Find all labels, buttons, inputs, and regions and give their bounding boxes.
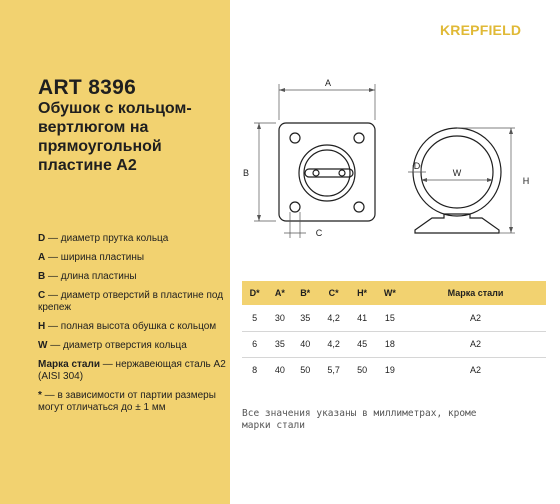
header-c: C* bbox=[318, 281, 350, 305]
cell-w: 15 bbox=[375, 305, 405, 331]
label-a: A bbox=[324, 78, 332, 88]
legend-item-a: A — ширина пластины bbox=[38, 252, 145, 263]
mount-hole bbox=[290, 133, 300, 143]
table-header-row bbox=[242, 281, 546, 305]
pivot-pin bbox=[313, 170, 319, 176]
article-number: ART 8396 bbox=[38, 76, 137, 99]
header-b: B* bbox=[293, 281, 318, 305]
ring-inner bbox=[304, 150, 350, 196]
cell-steel: A2 bbox=[470, 365, 482, 376]
cell-c: 4,2 bbox=[318, 305, 350, 331]
legend-item-b: B — длина пластины bbox=[38, 271, 137, 282]
header-a: A* bbox=[267, 281, 292, 305]
brand-logo: KREPFIELD bbox=[440, 22, 522, 38]
units-note: Все значения указаны в миллиметрах, кроме марки стали bbox=[242, 408, 477, 431]
label-b: B bbox=[242, 168, 250, 178]
header-d: D* bbox=[242, 281, 267, 305]
label-w: W bbox=[452, 168, 462, 178]
mount-hole bbox=[290, 202, 300, 212]
cell-d: 8 bbox=[252, 365, 258, 376]
cell-d: 6 bbox=[242, 331, 267, 357]
cell-b: 50 bbox=[300, 365, 311, 376]
table-row bbox=[242, 305, 546, 331]
cell-a: 40 bbox=[274, 365, 285, 376]
cell-h: 50 bbox=[357, 365, 368, 376]
cell-b: 35 bbox=[293, 305, 318, 331]
legend-item-d: D — диаметр прутка кольца bbox=[38, 233, 169, 244]
table-row bbox=[242, 331, 546, 357]
legend-item-tolerance: * — в зависимости от партии размеры могут отличаться до ± 1 мм bbox=[38, 390, 216, 413]
product-name: Обушок с кольцом-вертлюгом на прямоугольной пластине А2 bbox=[38, 100, 192, 174]
pivot-pin bbox=[339, 170, 345, 176]
header-h: H* bbox=[349, 281, 374, 305]
mount-hole bbox=[354, 202, 364, 212]
cell-steel: A2 bbox=[405, 331, 546, 357]
cell-w: 18 bbox=[375, 331, 405, 357]
dimension-legend bbox=[38, 233, 226, 421]
pivot-bar bbox=[305, 169, 353, 177]
yellow-panel bbox=[0, 0, 230, 504]
cell-h: 45 bbox=[349, 331, 374, 357]
cell-h: 41 bbox=[349, 305, 374, 331]
cell-c: 5,7 bbox=[327, 365, 340, 376]
cell-b: 40 bbox=[293, 331, 318, 357]
header-steel: Марка стали bbox=[405, 281, 546, 305]
cell-a: 30 bbox=[267, 305, 292, 331]
cell-c: 4,2 bbox=[318, 331, 350, 357]
legend-item-c: C — диаметр отверстий в пластине под крепеж bbox=[38, 290, 224, 313]
technical-drawing bbox=[232, 70, 542, 270]
label-c: C bbox=[315, 228, 323, 238]
side-base bbox=[415, 214, 499, 233]
cell-w: 19 bbox=[384, 365, 395, 376]
header-w: W* bbox=[375, 281, 405, 305]
specification-table bbox=[242, 281, 546, 383]
cell-a: 35 bbox=[267, 331, 292, 357]
plate-outline bbox=[279, 123, 375, 221]
cell-d: 5 bbox=[242, 305, 267, 331]
label-h: H bbox=[522, 176, 530, 186]
cell-steel: A2 bbox=[405, 305, 546, 331]
label-d: D bbox=[413, 161, 421, 171]
legend-item-w: W — диаметр отверстия кольца bbox=[38, 340, 187, 351]
ring-outer bbox=[299, 145, 355, 201]
legend-item-steel: Марка стали — нержавеющая сталь А2 (AISI 304) bbox=[38, 359, 226, 382]
table-row bbox=[242, 357, 546, 383]
mount-hole bbox=[354, 133, 364, 143]
legend-item-h: H — полная высота обушка с кольцом bbox=[38, 321, 217, 332]
